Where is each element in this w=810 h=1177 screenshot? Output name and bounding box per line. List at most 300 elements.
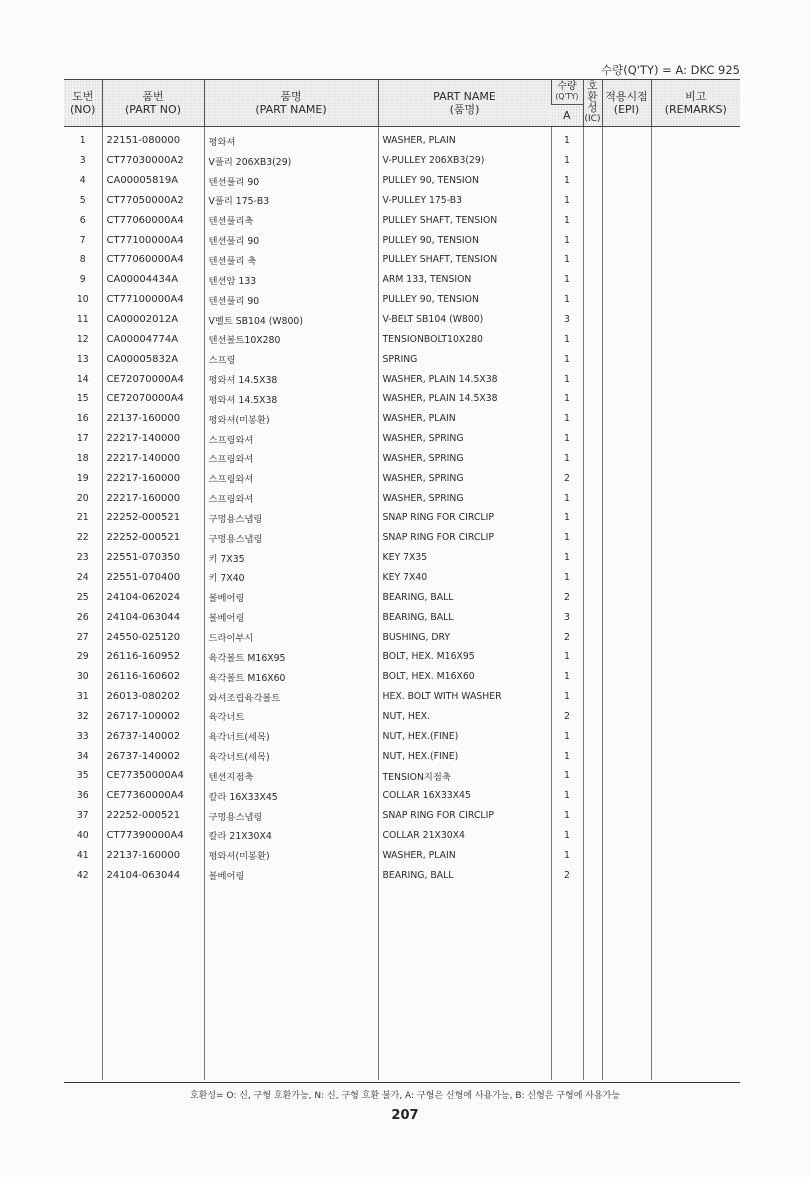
row-qty: 1 — [551, 290, 583, 310]
row-ic — [583, 508, 602, 528]
row-epi — [602, 210, 651, 230]
table-row — [64, 845, 740, 865]
table-body — [64, 127, 740, 1081]
row-epi — [602, 528, 651, 548]
row-no: 23 — [76, 552, 89, 564]
row-remarks — [651, 568, 740, 588]
header-part-name-ko — [204, 80, 378, 127]
row-remarks — [651, 488, 740, 508]
row-epi — [602, 191, 651, 211]
row-epi — [602, 449, 651, 469]
row-remarks — [651, 210, 740, 230]
row-qty: 1 — [551, 766, 583, 786]
row-ic — [583, 587, 602, 607]
row-part-name-ko: 드라이부시 — [204, 627, 378, 647]
header-part-no-ko: 품번 — [142, 90, 164, 103]
row-part-name-ko: 육각볼트 M16X60 — [204, 667, 378, 687]
row-part-name-ko: 육각너트 — [204, 706, 378, 726]
row-part-name-en: PULLEY SHAFT, TENSION — [378, 210, 551, 230]
row-part-name-en: WASHER, SPRING — [378, 429, 551, 449]
row-part-no: 22217-140000 — [102, 429, 204, 449]
row-qty: 1 — [551, 726, 583, 746]
row-epi — [602, 706, 651, 726]
row-remarks — [651, 587, 740, 607]
header-epi-en: (EPI) — [613, 103, 640, 116]
row-part-no: CE72070000A4 — [102, 369, 204, 389]
row-part-name-ko: 평와셔 14.5X38 — [204, 369, 378, 389]
row-epi — [602, 548, 651, 568]
row-part-name-en: BOLT, HEX. M16X60 — [378, 667, 551, 687]
row-no: 6 — [79, 214, 86, 226]
table-row — [64, 548, 740, 568]
row-ic — [583, 429, 602, 449]
header-remarks-ko: 비고 — [685, 90, 707, 103]
header-ic-en: (IC) — [584, 114, 601, 124]
row-remarks — [651, 409, 740, 429]
table-row — [64, 607, 740, 627]
row-remarks — [651, 746, 740, 766]
row-ic — [583, 191, 602, 211]
row-part-name-en: WASHER, SPRING — [378, 449, 551, 469]
row-qty: 1 — [551, 746, 583, 766]
table-header — [64, 80, 740, 127]
table-row — [64, 310, 740, 330]
row-no: 16 — [76, 413, 89, 425]
row-part-name-ko: 평와셔 14.5X38 — [204, 389, 378, 409]
row-part-name-en: NUT, HEX. — [378, 706, 551, 726]
row-no: 32 — [76, 710, 89, 722]
row-part-no: CT77030000A2 — [102, 151, 204, 171]
row-part-no: CA00005819A — [102, 171, 204, 191]
header-ic — [583, 80, 602, 127]
row-no: 40 — [76, 829, 89, 841]
header-no — [64, 80, 102, 127]
row-part-no: 22551-070400 — [102, 568, 204, 588]
row-part-no: CE72070000A4 — [102, 389, 204, 409]
row-part-name-ko: 평와셔 — [204, 127, 378, 151]
row-part-no: 24104-063044 — [102, 607, 204, 627]
row-qty: 1 — [551, 826, 583, 846]
row-epi — [602, 329, 651, 349]
row-part-name-ko: 구멍용스냅링 — [204, 508, 378, 528]
row-part-no: CE77350000A4 — [102, 766, 204, 786]
row-part-name-en: BEARING, BALL — [378, 607, 551, 627]
table-row — [64, 667, 740, 687]
row-qty: 2 — [551, 706, 583, 726]
row-part-no: 26116-160602 — [102, 667, 204, 687]
row-part-name-ko: 텐션풀리 90 — [204, 230, 378, 250]
row-no: 19 — [76, 472, 89, 484]
row-part-name-ko: 키 7X35 — [204, 548, 378, 568]
row-remarks — [651, 389, 740, 409]
row-part-no: 22252-000521 — [102, 806, 204, 826]
row-epi — [602, 826, 651, 846]
row-ic — [583, 270, 602, 290]
header-part-name-en — [378, 80, 551, 127]
filler-cell — [102, 885, 204, 1080]
row-part-no: CA00004434A — [102, 270, 204, 290]
row-part-no: 26717-100002 — [102, 706, 204, 726]
row-part-no: 22151-080000 — [102, 127, 204, 151]
row-qty: 2 — [551, 627, 583, 647]
table-row — [64, 468, 740, 488]
row-no: 24 — [76, 571, 89, 583]
table-row — [64, 826, 740, 846]
row-part-name-en: SNAP RING FOR CIRCLIP — [378, 528, 551, 548]
header-qty — [551, 80, 583, 105]
row-part-name-ko: V벨트 SB104 (W800) — [204, 310, 378, 330]
row-epi — [602, 270, 651, 290]
row-qty: 1 — [551, 568, 583, 588]
header-epi-ko: 적용시점 — [605, 90, 648, 103]
row-ic — [583, 746, 602, 766]
row-remarks — [651, 726, 740, 746]
row-part-name-ko: 스프링 — [204, 349, 378, 369]
row-part-name-en: COLLAR 21X30X4 — [378, 826, 551, 846]
table-row — [64, 806, 740, 826]
header-name-ko: 품명 — [280, 90, 302, 103]
row-no: 11 — [76, 314, 89, 326]
row-part-name-en: NUT, HEX.(FINE) — [378, 726, 551, 746]
row-part-no: 22217-140000 — [102, 449, 204, 469]
row-part-no: CA00002012A — [102, 310, 204, 330]
row-qty: 1 — [551, 667, 583, 687]
row-no: 30 — [76, 671, 89, 683]
row-qty: 3 — [551, 310, 583, 330]
row-epi — [602, 627, 651, 647]
table-row — [64, 786, 740, 806]
header-no-en: (NO) — [70, 103, 96, 116]
table-row — [64, 250, 740, 270]
row-part-name-en: KEY 7X35 — [378, 548, 551, 568]
row-part-name-en: WASHER, PLAIN — [378, 409, 551, 429]
row-part-name-en: SNAP RING FOR CIRCLIP — [378, 806, 551, 826]
row-no: 35 — [76, 770, 89, 782]
row-ic — [583, 667, 602, 687]
row-part-no: CA00004774A — [102, 329, 204, 349]
row-ic — [583, 488, 602, 508]
row-no: 21 — [76, 512, 89, 524]
row-part-no: 22137-160000 — [102, 845, 204, 865]
row-no: 20 — [76, 492, 89, 504]
row-part-name-en: PULLEY 90, TENSION — [378, 290, 551, 310]
row-part-name-ko: 텐션풀리 축 — [204, 250, 378, 270]
row-remarks — [651, 826, 740, 846]
row-epi — [602, 369, 651, 389]
row-no: 9 — [79, 274, 86, 286]
row-part-name-en: WASHER, PLAIN 14.5X38 — [378, 389, 551, 409]
row-epi — [602, 508, 651, 528]
row-epi — [602, 151, 651, 171]
compatibility-footnote: 호환성= O: 신, 구형 호환가능, N: 신, 구형 호환 불가, A: 구형은 신형에 사용가능, B: 신형은 구형에 사용가능 — [189, 1091, 621, 1101]
header-remarks-en: (REMARKS) — [664, 103, 727, 116]
row-qty: 1 — [551, 210, 583, 230]
row-part-name-ko: 텐션볼트10X280 — [204, 329, 378, 349]
row-remarks — [651, 429, 740, 449]
row-qty: 2 — [551, 865, 583, 885]
row-ic — [583, 687, 602, 707]
row-no: 5 — [79, 194, 86, 206]
row-part-name-ko: 텐션풀리 90 — [204, 290, 378, 310]
row-epi — [602, 568, 651, 588]
table-row — [64, 349, 740, 369]
row-part-no: 22551-070350 — [102, 548, 204, 568]
row-part-name-ko: 육각너트(세목) — [204, 726, 378, 746]
row-part-name-ko: 볼베어링 — [204, 607, 378, 627]
row-no: 15 — [76, 393, 89, 405]
row-ic — [583, 627, 602, 647]
row-remarks — [651, 508, 740, 528]
row-no: 41 — [76, 849, 89, 861]
row-part-name-en: NUT, HEX.(FINE) — [378, 746, 551, 766]
row-part-name-en: WASHER, PLAIN — [378, 127, 551, 151]
table-row — [64, 210, 740, 230]
row-remarks — [651, 349, 740, 369]
row-epi — [602, 468, 651, 488]
row-ic — [583, 369, 602, 389]
row-remarks — [651, 845, 740, 865]
row-no: 25 — [76, 591, 89, 603]
table-row — [64, 449, 740, 469]
quantity-legend: 수량(Q'TY) = A: DKC 925 — [601, 63, 740, 77]
row-no: 4 — [79, 175, 86, 187]
row-ic — [583, 568, 602, 588]
table-row — [64, 865, 740, 885]
row-part-no: 22137-160000 — [102, 409, 204, 429]
row-part-no: CT77050000A2 — [102, 191, 204, 211]
table-filler-row — [64, 885, 740, 1080]
row-remarks — [651, 369, 740, 389]
table-row — [64, 290, 740, 310]
row-epi — [602, 587, 651, 607]
row-qty: 1 — [551, 230, 583, 250]
row-remarks — [651, 647, 740, 667]
row-epi — [602, 429, 651, 449]
row-qty: 1 — [551, 508, 583, 528]
row-qty: 1 — [551, 250, 583, 270]
parts-table-wrapper — [64, 79, 740, 1082]
row-ic — [583, 706, 602, 726]
row-part-no: CA00005832A — [102, 349, 204, 369]
table-row — [64, 389, 740, 409]
row-part-name-ko: V풀리 206XB3(29) — [204, 151, 378, 171]
row-part-name-ko: 텐션풀리축 — [204, 210, 378, 230]
row-qty: 1 — [551, 151, 583, 171]
table-row — [64, 127, 740, 151]
row-part-name-ko: 육각너트(세목) — [204, 746, 378, 766]
row-part-name-en: KEY 7X40 — [378, 568, 551, 588]
row-part-name-ko: 스프링와셔 — [204, 468, 378, 488]
row-part-no: 24550-025120 — [102, 627, 204, 647]
row-part-no: CE77360000A4 — [102, 786, 204, 806]
row-part-name-ko: 스프링와셔 — [204, 449, 378, 469]
row-epi — [602, 786, 651, 806]
row-ic — [583, 151, 602, 171]
table-row — [64, 746, 740, 766]
row-part-name-ko: 텐션암 133 — [204, 270, 378, 290]
row-qty: 1 — [551, 171, 583, 191]
row-part-name-en: COLLAR 16X33X45 — [378, 786, 551, 806]
row-no: 27 — [76, 631, 89, 643]
row-part-no: CT77060000A4 — [102, 210, 204, 230]
filler-cell — [583, 885, 602, 1080]
row-epi — [602, 607, 651, 627]
row-no: 18 — [76, 452, 89, 464]
row-epi — [602, 766, 651, 786]
row-qty: 1 — [551, 389, 583, 409]
row-qty: 1 — [551, 488, 583, 508]
row-part-no: 24104-062024 — [102, 587, 204, 607]
row-remarks — [651, 806, 740, 826]
row-no: 7 — [79, 234, 86, 246]
row-no: 12 — [76, 333, 89, 345]
row-part-name-ko: 볼베어링 — [204, 587, 378, 607]
header-name-en: (PART NAME) — [255, 103, 327, 116]
row-part-name-ko: 볼베어링 — [204, 865, 378, 885]
row-ic — [583, 290, 602, 310]
row-part-no: CT77060000A4 — [102, 250, 204, 270]
header-qty-a: A — [551, 105, 583, 127]
row-part-no: 22252-000521 — [102, 508, 204, 528]
row-epi — [602, 310, 651, 330]
row-remarks — [651, 528, 740, 548]
filler-cell — [602, 885, 651, 1080]
table-row — [64, 329, 740, 349]
header-qty-ko: 수량 — [557, 81, 577, 93]
row-epi — [602, 230, 651, 250]
row-part-name-ko: V풀리 175-B3 — [204, 191, 378, 211]
row-part-name-ko: 와셔조립육각볼트 — [204, 687, 378, 707]
header-pname-ko: (품명) — [449, 103, 480, 116]
row-no: 13 — [76, 353, 89, 365]
row-epi — [602, 687, 651, 707]
row-no: 3 — [79, 155, 86, 167]
header-ic-ko: 호환성 — [587, 80, 598, 114]
row-part-name-en: V-BELT SB104 (W800) — [378, 310, 551, 330]
row-no: 10 — [76, 294, 89, 306]
row-part-name-en: HEX. BOLT WITH WASHER — [378, 687, 551, 707]
row-no: 42 — [76, 869, 89, 881]
row-part-no: 26737-140002 — [102, 726, 204, 746]
row-ic — [583, 250, 602, 270]
row-remarks — [651, 865, 740, 885]
row-no: 33 — [76, 730, 89, 742]
row-no: 14 — [76, 373, 89, 385]
row-qty: 1 — [551, 449, 583, 469]
row-part-name-en: V-PULLEY 206XB3(29) — [378, 151, 551, 171]
row-part-name-ko: 키 7X40 — [204, 568, 378, 588]
row-remarks — [651, 706, 740, 726]
header-epi — [602, 80, 651, 127]
row-part-name-en: ARM 133, TENSION — [378, 270, 551, 290]
row-part-name-en: WASHER, SPRING — [378, 488, 551, 508]
row-ic — [583, 468, 602, 488]
row-ic — [583, 607, 602, 627]
row-no: 26 — [76, 611, 89, 623]
header-part-no-en: (PART NO) — [125, 103, 181, 116]
table-row — [64, 171, 740, 191]
row-epi — [602, 647, 651, 667]
row-remarks — [651, 607, 740, 627]
row-ic — [583, 329, 602, 349]
row-ic — [583, 766, 602, 786]
row-remarks — [651, 766, 740, 786]
row-remarks — [651, 449, 740, 469]
table-row — [64, 647, 740, 667]
row-part-name-ko: 스프링와셔 — [204, 488, 378, 508]
header-qty-en: (Q'TY) — [555, 92, 579, 102]
table-row — [64, 409, 740, 429]
row-part-name-en: TENSION지점축 — [378, 766, 551, 786]
row-part-no: 26737-140002 — [102, 746, 204, 766]
row-remarks — [651, 548, 740, 568]
row-ic — [583, 210, 602, 230]
table-row — [64, 587, 740, 607]
row-ic — [583, 548, 602, 568]
row-no: 17 — [76, 433, 89, 445]
header-pname-en: PART NAME — [433, 90, 496, 103]
row-part-no: CT77390000A4 — [102, 826, 204, 846]
row-no: 34 — [76, 750, 89, 762]
row-qty: 2 — [551, 587, 583, 607]
row-part-no: CT77100000A4 — [102, 290, 204, 310]
row-remarks — [651, 310, 740, 330]
row-ic — [583, 349, 602, 369]
row-part-name-ko: 텐션풀리 90 — [204, 171, 378, 191]
row-part-name-en: TENSIONBOLT10X280 — [378, 329, 551, 349]
row-no: 36 — [76, 790, 89, 802]
row-part-no: 26013-080202 — [102, 687, 204, 707]
row-part-name-ko: 구멍용스냅링 — [204, 528, 378, 548]
filler-cell — [204, 885, 378, 1080]
row-part-name-ko: 칼라 21X30X4 — [204, 826, 378, 846]
row-epi — [602, 806, 651, 826]
header-no-ko: 도번 — [72, 90, 94, 103]
filler-cell — [551, 885, 583, 1080]
row-part-name-en: BEARING, BALL — [378, 587, 551, 607]
row-no: 1 — [79, 135, 86, 147]
row-part-name-ko: 칼라 16X33X45 — [204, 786, 378, 806]
row-ic — [583, 409, 602, 429]
row-remarks — [651, 151, 740, 171]
row-qty: 1 — [551, 191, 583, 211]
row-ic — [583, 230, 602, 250]
row-qty: 1 — [551, 647, 583, 667]
row-part-name-en: SPRING — [378, 349, 551, 369]
row-qty: 1 — [551, 349, 583, 369]
table-row — [64, 191, 740, 211]
table-row — [64, 508, 740, 528]
row-remarks — [651, 270, 740, 290]
row-part-name-en: V-PULLEY 175-B3 — [378, 191, 551, 211]
row-part-name-en: BOLT, HEX. M16X95 — [378, 647, 551, 667]
row-part-name-en: SNAP RING FOR CIRCLIP — [378, 508, 551, 528]
row-part-name-ko: 구멍용스냅링 — [204, 806, 378, 826]
row-epi — [602, 409, 651, 429]
row-qty: 1 — [551, 369, 583, 389]
row-no: 22 — [76, 532, 89, 544]
row-ic — [583, 171, 602, 191]
parts-table — [64, 79, 740, 1080]
row-epi — [602, 865, 651, 885]
row-ic — [583, 389, 602, 409]
row-qty: 1 — [551, 687, 583, 707]
table-row — [64, 568, 740, 588]
row-part-no: 22217-160000 — [102, 468, 204, 488]
row-qty: 3 — [551, 607, 583, 627]
table-row — [64, 429, 740, 449]
row-epi — [602, 726, 651, 746]
